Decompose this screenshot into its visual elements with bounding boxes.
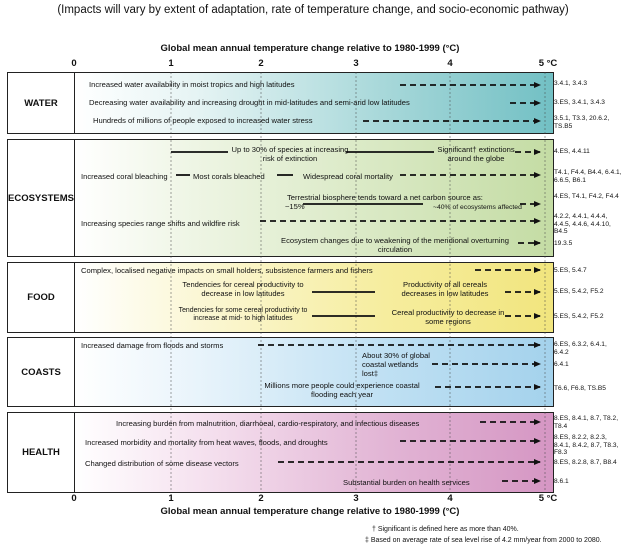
ref-eco-4: 4.2.2, 4.4.1, 4.4.4, 4.4.5, 4.4.6, 4.4.10, B4.5 — [554, 213, 611, 236]
axis-title-top: Global mean annual temperature change relative to 1980-1999 (°C) — [160, 43, 460, 54]
section-label-coasts: COASTS — [8, 338, 75, 406]
item-all-cereals-decrease: Productivity of all cereals decreases in low latitudes — [401, 280, 489, 298]
footnote-sea-level: ‡ Based on average rate of sea level rise of 4.2 mm/year from 2000 to 2080. — [365, 537, 602, 544]
tick-3-top: 3 — [353, 58, 359, 69]
item-forty-percent: ~40% of ecosystems affected — [433, 204, 522, 211]
ref-health-3: 8.ES, 8.2.8, 8.7, B8.4 — [554, 459, 617, 466]
item-cereal-increase-mid: Tendencies for some cereal productivity to increase at mid- to high latitudes — [178, 307, 308, 322]
tick-1-top: 1 — [168, 58, 174, 69]
ref-water-1: 3.4.1, 3.4.3 — [554, 80, 587, 87]
tick-0-top: 0 — [71, 58, 77, 69]
ref-water-2: 3.ES, 3.4.1, 3.4.3 — [554, 99, 605, 106]
tick-4-top: 4 — [447, 58, 453, 69]
ref-health-1: 8.ES, 8.4.1, 8.7, T8.2, T8.4 — [554, 415, 619, 430]
item-coastal-flooding: Millions more people could experience coastal flooding each year — [264, 381, 420, 399]
section-label-ecosystems: ECOSYSTEMS — [8, 140, 75, 256]
item-health-services: Substantial burden on health services — [343, 478, 470, 487]
gridlines — [171, 72, 545, 492]
ref-eco-1: 4.ES, 4.4.11 — [554, 148, 590, 155]
item-species-risk: Up to 30% of species at increasing risk of extinction — [231, 145, 349, 163]
item-moc-weakening: Ecosystem changes due to weakening of the meridional overturning circulation — [281, 236, 509, 254]
item-cereal-decrease-low: Tendencies for cereal productivity to decrease in low latitudes — [182, 280, 304, 298]
ref-health-4: 8.6.1 — [554, 478, 569, 485]
ref-food-2: 5.ES, 5.4.2, F5.2 — [554, 288, 604, 295]
item-flood-damage: Increased damage from floods and storms — [81, 341, 224, 350]
tick-1-bottom: 1 — [168, 493, 174, 504]
ref-health-2: 8.ES, 8.2.2, 8.2.3, 8.4.1, 8.4.2, 8.7, T8.3, F8.3 — [554, 434, 619, 457]
section-label-health: HEALTH — [8, 413, 75, 492]
ref-food-1: 5.ES, 5.4.7 — [554, 267, 587, 274]
tick-2-top: 2 — [258, 58, 264, 69]
item-water-drought: Decreasing water availability and increasing drought in mid-latitudes and semi-arid low latitudes — [89, 98, 410, 107]
tick-2-bottom: 2 — [258, 493, 264, 504]
tick-4-bottom: 4 — [447, 493, 453, 504]
ref-water-3: 3.5.1, T3.3, 20.6.2, TS.B5 — [554, 115, 610, 130]
item-heat-waves: Increased morbidity and mortality from heat waves, floods, and droughts — [85, 438, 328, 447]
item-water-availability-moist: Increased water availability in moist tropics and high latitudes — [89, 80, 295, 89]
item-coastal-wetlands: About 30% of global coastal wetlands lost‡ — [362, 351, 430, 378]
item-significant-extinctions: Significant† extinctions around the globe — [437, 145, 515, 163]
ref-eco-5: 19.3.5 — [554, 240, 573, 247]
tick-5-bottom: 5 °C — [538, 493, 558, 504]
footnote-significant: † Significant is defined here as more than 40%. — [372, 526, 519, 533]
item-fifteen-percent: ~15% — [285, 202, 305, 211]
section-label-food: FOOD — [8, 263, 75, 332]
item-corals-bleached: Most corals bleached — [193, 172, 265, 181]
item-coral-bleaching: Increased coral bleaching — [81, 172, 168, 181]
item-coral-mortality: Widespread coral mortality — [303, 172, 393, 181]
tick-3-bottom: 3 — [353, 493, 359, 504]
item-water-stress: Hundreds of millions of people exposed to increased water stress — [93, 116, 313, 125]
ref-coasts-2: 6.4.1 — [554, 361, 569, 368]
tick-5-top: 5 °C — [538, 58, 558, 69]
item-terrestrial-carbon: Terrestrial biosphere tends toward a net carbon source as: — [287, 193, 483, 202]
ref-coasts-1: 6.ES, 6.3.2, 6.4.1, 6.4.2 — [554, 341, 607, 356]
item-range-shifts: Increasing species range shifts and wildfire risk — [81, 219, 240, 228]
figure-subtitle: (Impacts will vary by extent of adaptation, rate of temperature change, and socio-economic pathway) — [57, 4, 569, 16]
tick-0-bottom: 0 — [71, 493, 77, 504]
item-smallholders: Complex, localised negative impacts on small holders, subsistence farmers and fishers — [81, 266, 373, 275]
ref-food-3: 5.ES, 5.4.2, F5.2 — [554, 313, 604, 320]
ref-coasts-3: T6.6, F6.8, TS.B5 — [554, 385, 606, 392]
ref-eco-2: T4.1, F4.4, B4.4, 6.4.1, 6.6.5, B6.1 — [554, 169, 622, 184]
item-disease-burden: Increasing burden from malnutrition, diarrhoeal, cardio-respiratory, and infectious diseases — [116, 419, 420, 428]
item-cereal-decrease-some: Cereal productivity to decrease in some regions — [391, 308, 505, 326]
section-label-water: WATER — [8, 73, 75, 133]
axis-title-bottom: Global mean annual temperature change relative to 1980-1999 (°C) — [160, 506, 460, 517]
ref-eco-3: 4.ES, T4.1, F4.2, F4.4 — [554, 193, 619, 200]
item-disease-vectors: Changed distribution of some disease vectors — [85, 459, 239, 468]
